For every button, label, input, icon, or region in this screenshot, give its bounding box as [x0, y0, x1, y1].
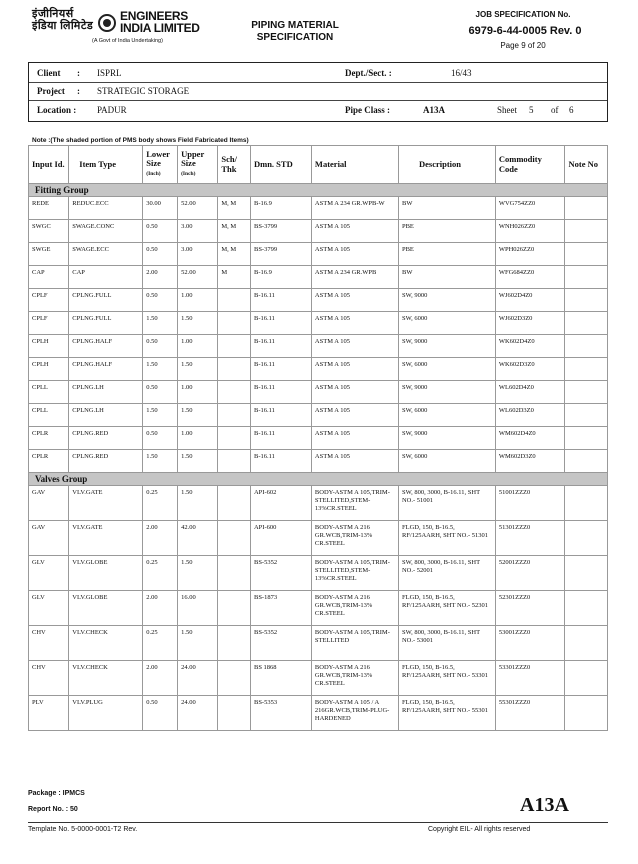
- cell-material: ASTM A 234 GR.WPB: [311, 266, 398, 289]
- cell-material: BODY-ASTM A 105,TRIM-STELLITED,STEM-13%CR.STEEL: [311, 556, 398, 591]
- page-number: Page 9 of 20: [500, 41, 546, 50]
- cell-note-no: [565, 427, 608, 450]
- cell-upper-size: 1.50: [178, 626, 218, 661]
- lower-size-unit: (Inch): [146, 170, 161, 177]
- client-label: Client: [37, 68, 61, 78]
- table-row: [29, 312, 608, 335]
- cell-input-id: GLV: [29, 556, 69, 591]
- cell-lower-size: 0.50: [143, 335, 178, 358]
- cell-commodity-code: WK602D4Z0: [495, 335, 565, 358]
- cell-description: SW, 6000: [398, 358, 495, 381]
- cell-note-no: [565, 450, 608, 473]
- cell-upper-size: 1.50: [178, 358, 218, 381]
- cell-upper-size: 16.00: [178, 591, 218, 626]
- group-title: Valves Group: [29, 473, 608, 486]
- table-header-row: [29, 146, 608, 184]
- cell-item-type: VLV.PLUG: [69, 696, 143, 731]
- cell-lower-size: 0.25: [143, 626, 178, 661]
- cell-lower-size: 0.50: [143, 696, 178, 731]
- cell-sch-thk: M, M: [218, 197, 251, 220]
- cell-dmn-std: BS-1873: [250, 591, 311, 626]
- sheet-value: 5: [529, 105, 534, 115]
- cell-lower-size: 30.00: [143, 197, 178, 220]
- cell-item-type: CPLNG.LH: [69, 404, 143, 427]
- table-row: [29, 335, 608, 358]
- cell-material: BODY-ASTM A 216 GR.WCB,TRIM-13% CR.STEEL: [311, 661, 398, 696]
- cell-sch-thk: [218, 626, 251, 661]
- cell-item-type: CPLNG.FULL: [69, 289, 143, 312]
- col-sch-thk: Sch/ Thk: [218, 146, 251, 184]
- cell-description: SW, 6000: [398, 404, 495, 427]
- cell-upper-size: 52.00: [178, 197, 218, 220]
- info-box: [28, 62, 608, 122]
- copyright: Copyright EIL- All rights reserved: [428, 826, 531, 833]
- cell-lower-size: 2.00: [143, 266, 178, 289]
- cell-material: ASTM A 105: [311, 220, 398, 243]
- cell-material: BODY-ASTM A 105 / A 216GR.WCB,TRIM-PLUG-HARDENED: [311, 696, 398, 731]
- cell-dmn-std: B-16.11: [250, 312, 311, 335]
- project-value: STRATEGIC STORAGE: [97, 86, 190, 96]
- sheet-label: Sheet: [497, 105, 517, 115]
- cell-dmn-std: B-16.11: [250, 358, 311, 381]
- cell-commodity-code: WVG754ZZ0: [495, 197, 565, 220]
- cell-note-no: [565, 556, 608, 591]
- cell-item-type: VLV.GATE: [69, 521, 143, 556]
- cell-description: SW, 800, 3000, B-16.11, SHT NO.- 51001: [398, 486, 495, 521]
- cell-upper-size: 1.50: [178, 556, 218, 591]
- cell-dmn-std: API-600: [250, 521, 311, 556]
- cell-dmn-std: B-16.11: [250, 404, 311, 427]
- dept-value: 16/43: [451, 68, 472, 78]
- cell-input-id: CPLR: [29, 450, 69, 473]
- cell-commodity-code: WK602D3Z0: [495, 358, 565, 381]
- table-row: [29, 243, 608, 266]
- cell-description: PBE: [398, 243, 495, 266]
- cell-item-type: VLV.GLOBE: [69, 556, 143, 591]
- col-commodity-code: Commodity Code: [495, 146, 565, 184]
- cell-lower-size: 1.50: [143, 358, 178, 381]
- cell-input-id: CPLH: [29, 358, 69, 381]
- cell-description: SW, 9000: [398, 427, 495, 450]
- field-fabricated-note: Note :(The shaded portion of PMS body shows Field Fabricated Items): [32, 137, 249, 144]
- package-info: Package : IPMCS: [28, 790, 85, 797]
- title-line1: PIPING MATERIAL: [251, 20, 339, 31]
- cell-item-type: CPLNG.HALF: [69, 358, 143, 381]
- cell-sch-thk: [218, 381, 251, 404]
- cell-note-no: [565, 358, 608, 381]
- cell-material: ASTM A 105: [311, 358, 398, 381]
- cell-input-id: PLV: [29, 696, 69, 731]
- cell-sch-thk: [218, 335, 251, 358]
- cell-input-id: SWGE: [29, 243, 69, 266]
- cell-dmn-std: B-16.9: [250, 197, 311, 220]
- cell-input-id: CPLL: [29, 381, 69, 404]
- cell-upper-size: 1.00: [178, 427, 218, 450]
- cell-material: ASTM A 105: [311, 312, 398, 335]
- cell-lower-size: 0.25: [143, 486, 178, 521]
- cell-commodity-code: 51001ZZZ0: [495, 486, 565, 521]
- cell-description: BW: [398, 197, 495, 220]
- divider: [29, 100, 607, 101]
- cell-commodity-code: 53301ZZZ0: [495, 661, 565, 696]
- cell-note-no: [565, 381, 608, 404]
- client-value: ISPRL: [97, 68, 122, 78]
- table-row: [29, 404, 608, 427]
- table-row: [29, 486, 608, 521]
- col-material: Material: [311, 146, 398, 184]
- table-row: [29, 556, 608, 591]
- cell-item-type: CPLNG.RED: [69, 450, 143, 473]
- cell-sch-thk: M, M: [218, 243, 251, 266]
- cell-description: SW, 6000: [398, 312, 495, 335]
- cell-dmn-std: BS-5352: [250, 556, 311, 591]
- cell-dmn-std: B-16.11: [250, 335, 311, 358]
- cell-upper-size: 1.50: [178, 450, 218, 473]
- cell-dmn-std: BS 1868: [250, 661, 311, 696]
- cell-sch-thk: [218, 404, 251, 427]
- cell-input-id: CPLL: [29, 404, 69, 427]
- job-spec-number: 6979-6-44-0005 Rev. 0: [468, 25, 582, 37]
- cell-description: SW, 6000: [398, 450, 495, 473]
- cell-dmn-std: B-16.11: [250, 289, 311, 312]
- cell-lower-size: 1.50: [143, 450, 178, 473]
- cell-dmn-std: B-16.11: [250, 427, 311, 450]
- cell-note-no: [565, 404, 608, 427]
- company-name-line1: ENGINEERS: [120, 9, 188, 23]
- cell-item-type: VLV.CHECK: [69, 626, 143, 661]
- cell-input-id: CHV: [29, 661, 69, 696]
- cell-commodity-code: WJ602D4Z0: [495, 289, 565, 312]
- cell-sch-thk: [218, 427, 251, 450]
- group-header: [29, 184, 608, 197]
- cell-input-id: REDE: [29, 197, 69, 220]
- cell-sch-thk: [218, 486, 251, 521]
- table-row: [29, 381, 608, 404]
- cell-description: FLGD, 150, B-16.5, RF/125AARH, SHT NO.- 52301: [398, 591, 495, 626]
- cell-input-id: GLV: [29, 591, 69, 626]
- cell-material: ASTM A 105: [311, 289, 398, 312]
- col-note-no: Note No: [565, 146, 608, 184]
- company-logo: [32, 8, 207, 52]
- cell-lower-size: 1.50: [143, 404, 178, 427]
- cell-item-type: REDUC.ECC: [69, 197, 143, 220]
- report-number: Report No. : 50: [28, 806, 78, 813]
- cell-input-id: CAP: [29, 266, 69, 289]
- cell-commodity-code: WM602D3Z0: [495, 450, 565, 473]
- cell-material: BODY-ASTM A 105,TRIM-STELLITED,STEM-13%CR.STEEL: [311, 486, 398, 521]
- cell-note-no: [565, 486, 608, 521]
- colon: :: [77, 68, 80, 78]
- cell-item-type: VLV.GATE: [69, 486, 143, 521]
- lower-size-label: Lower Size: [146, 148, 170, 169]
- table-row: [29, 521, 608, 556]
- cell-item-type: CAP: [69, 266, 143, 289]
- cell-description: FLGD, 150, B-16.5, RF/125AARH, SHT NO.- 55301: [398, 696, 495, 731]
- table-row: [29, 450, 608, 473]
- cell-commodity-code: WL602D3Z0: [495, 404, 565, 427]
- cell-commodity-code: WL602D4Z0: [495, 381, 565, 404]
- upper-size-label: Upper Size: [181, 148, 205, 169]
- cell-commodity-code: WM602D4Z0: [495, 427, 565, 450]
- cell-sch-thk: M, M: [218, 220, 251, 243]
- divider: [29, 82, 607, 83]
- cell-description: SW, 9000: [398, 289, 495, 312]
- cell-note-no: [565, 661, 608, 696]
- cell-sch-thk: [218, 591, 251, 626]
- cell-commodity-code: 51301ZZZ0: [495, 521, 565, 556]
- cell-dmn-std: BS-5353: [250, 696, 311, 731]
- cell-lower-size: 0.50: [143, 427, 178, 450]
- col-upper-size: [178, 146, 218, 184]
- job-spec-label: JOB SPECIFICATION No.: [475, 10, 571, 19]
- cell-input-id: GAV: [29, 521, 69, 556]
- cell-sch-thk: M: [218, 266, 251, 289]
- cell-input-id: CPLF: [29, 289, 69, 312]
- col-dmn-std: Dmn. STD: [250, 146, 311, 184]
- of-label: of: [551, 105, 559, 115]
- template-number: Template No. 5-0000-0001-T2 Rev.: [28, 826, 138, 833]
- col-item-type: Item Type: [69, 146, 143, 184]
- cell-note-no: [565, 696, 608, 731]
- group-header: [29, 473, 608, 486]
- cell-sch-thk: [218, 450, 251, 473]
- cell-input-id: CPLR: [29, 427, 69, 450]
- cell-lower-size: 1.50: [143, 312, 178, 335]
- cell-upper-size: 1.00: [178, 381, 218, 404]
- cell-item-type: CPLNG.LH: [69, 381, 143, 404]
- pipe-class-value: A13A: [423, 105, 445, 115]
- cell-input-id: CPLH: [29, 335, 69, 358]
- cell-lower-size: 0.25: [143, 556, 178, 591]
- cell-description: PBE: [398, 220, 495, 243]
- cell-note-no: [565, 266, 608, 289]
- cell-material: BODY-ASTM A 216 GR.WCB,TRIM-13% CR.STEEL: [311, 521, 398, 556]
- cell-sch-thk: [218, 289, 251, 312]
- cell-lower-size: 0.50: [143, 381, 178, 404]
- cell-item-type: VLV.GLOBE: [69, 591, 143, 626]
- table-row: [29, 289, 608, 312]
- location-label: Location :: [37, 105, 77, 115]
- col-input-id: Input Id.: [29, 146, 69, 184]
- cell-input-id: GAV: [29, 486, 69, 521]
- table-row: [29, 591, 608, 626]
- cell-dmn-std: BS-3799: [250, 220, 311, 243]
- cell-commodity-code: 53001ZZZ0: [495, 626, 565, 661]
- cell-lower-size: 0.50: [143, 289, 178, 312]
- cell-material: ASTM A 105: [311, 427, 398, 450]
- cell-lower-size: 0.50: [143, 220, 178, 243]
- cell-material: ASTM A 234 GR.WPB-W: [311, 197, 398, 220]
- cell-dmn-std: B-16.11: [250, 381, 311, 404]
- cell-description: SW, 800, 3000, B-16.11, SHT NO.- 52001: [398, 556, 495, 591]
- cell-material: BODY-ASTM A 105,TRIM-STELLITED: [311, 626, 398, 661]
- cell-upper-size: 24.00: [178, 696, 218, 731]
- cell-description: FLGD, 150, B-16.5, RF/125AARH, SHT NO.- 53301: [398, 661, 495, 696]
- cell-dmn-std: BS-3799: [250, 243, 311, 266]
- cell-description: BW: [398, 266, 495, 289]
- cell-material: ASTM A 105: [311, 404, 398, 427]
- table-row: [29, 197, 608, 220]
- cell-item-type: SWAGE.CONC: [69, 220, 143, 243]
- cell-material: BODY-ASTM A 216 GR.WCB,TRIM-13% CR.STEEL: [311, 591, 398, 626]
- upper-size-unit: (Inch): [181, 170, 196, 177]
- cell-lower-size: 2.00: [143, 521, 178, 556]
- cell-description: FLGD, 150, B-16.5, RF/125AARH, SHT NO.- 51301: [398, 521, 495, 556]
- cell-description: SW, 9000: [398, 335, 495, 358]
- table-row: [29, 626, 608, 661]
- cell-item-type: VLV.CHECK: [69, 661, 143, 696]
- cell-upper-size: 42.00: [178, 521, 218, 556]
- cell-note-no: [565, 243, 608, 266]
- table-row: [29, 696, 608, 731]
- group-title: Fitting Group: [29, 184, 608, 197]
- cell-note-no: [565, 197, 608, 220]
- cell-upper-size: 3.00: [178, 220, 218, 243]
- cell-upper-size: 1.00: [178, 289, 218, 312]
- footer-pipe-class: A13A: [520, 794, 569, 816]
- cell-dmn-std: B-16.11: [250, 450, 311, 473]
- dept-label: Dept./Sect. :: [345, 68, 392, 78]
- location-value: PADUR: [97, 105, 127, 115]
- cell-item-type: CPLNG.HALF: [69, 335, 143, 358]
- cell-sch-thk: [218, 556, 251, 591]
- eil-emblem-icon: [98, 14, 116, 32]
- footer-divider: [28, 822, 608, 823]
- cell-commodity-code: 52301ZZZ0: [495, 591, 565, 626]
- cell-sch-thk: [218, 358, 251, 381]
- cell-item-type: CPLNG.FULL: [69, 312, 143, 335]
- table-row: [29, 358, 608, 381]
- cell-upper-size: 24.00: [178, 661, 218, 696]
- cell-item-type: CPLNG.RED: [69, 427, 143, 450]
- cell-lower-size: 2.00: [143, 661, 178, 696]
- cell-sch-thk: [218, 312, 251, 335]
- table-row: [29, 266, 608, 289]
- cell-commodity-code: 55301ZZZ0: [495, 696, 565, 731]
- document-title: [220, 20, 370, 44]
- cell-material: ASTM A 105: [311, 381, 398, 404]
- cell-commodity-code: 52001ZZZ0: [495, 556, 565, 591]
- col-description: Description: [398, 146, 495, 184]
- cell-dmn-std: B-16.9: [250, 266, 311, 289]
- cell-note-no: [565, 220, 608, 243]
- cell-material: ASTM A 105: [311, 450, 398, 473]
- of-value: 6: [569, 105, 574, 115]
- project-label: Project: [37, 86, 65, 96]
- cell-note-no: [565, 312, 608, 335]
- company-name-line2: INDIA LIMITED: [120, 21, 200, 35]
- cell-upper-size: 1.50: [178, 312, 218, 335]
- cell-dmn-std: API-602: [250, 486, 311, 521]
- cell-material: ASTM A 105: [311, 243, 398, 266]
- cell-input-id: CHV: [29, 626, 69, 661]
- cell-note-no: [565, 626, 608, 661]
- cell-upper-size: 3.00: [178, 243, 218, 266]
- cell-note-no: [565, 335, 608, 358]
- pms-table: [28, 145, 608, 731]
- colon: :: [77, 86, 80, 96]
- cell-upper-size: 1.50: [178, 486, 218, 521]
- cell-commodity-code: WFG684ZZ0: [495, 266, 565, 289]
- company-subtitle: (A Govt of India Undertaking): [92, 38, 163, 44]
- table-row: [29, 427, 608, 450]
- cell-item-type: SWAGE.ECC: [69, 243, 143, 266]
- cell-upper-size: 52.00: [178, 266, 218, 289]
- cell-dmn-std: BS-5352: [250, 626, 311, 661]
- title-line2: SPECIFICATION: [256, 32, 334, 43]
- col-lower-size: [143, 146, 178, 184]
- table-row: [29, 220, 608, 243]
- cell-sch-thk: [218, 696, 251, 731]
- cell-material: ASTM A 105: [311, 335, 398, 358]
- cell-input-id: SWGC: [29, 220, 69, 243]
- cell-note-no: [565, 289, 608, 312]
- cell-commodity-code: WJ602D3Z0: [495, 312, 565, 335]
- cell-description: SW, 9000: [398, 381, 495, 404]
- cell-lower-size: 0.50: [143, 243, 178, 266]
- cell-note-no: [565, 591, 608, 626]
- cell-sch-thk: [218, 661, 251, 696]
- cell-description: SW, 800, 3000, B-16.11, SHT NO.- 53001: [398, 626, 495, 661]
- table-row: [29, 661, 608, 696]
- cell-upper-size: 1.50: [178, 404, 218, 427]
- cell-note-no: [565, 521, 608, 556]
- cell-commodity-code: WNH026ZZ0: [495, 220, 565, 243]
- cell-sch-thk: [218, 521, 251, 556]
- cell-lower-size: 2.00: [143, 591, 178, 626]
- pipe-class-label: Pipe Class :: [345, 105, 390, 115]
- cell-input-id: CPLF: [29, 312, 69, 335]
- company-name-english: [120, 10, 200, 34]
- company-name-hindi: इंजीनियर्स इंडिया लिमिटेड: [32, 8, 94, 32]
- cell-commodity-code: WPH026ZZ0: [495, 243, 565, 266]
- cell-upper-size: 1.00: [178, 335, 218, 358]
